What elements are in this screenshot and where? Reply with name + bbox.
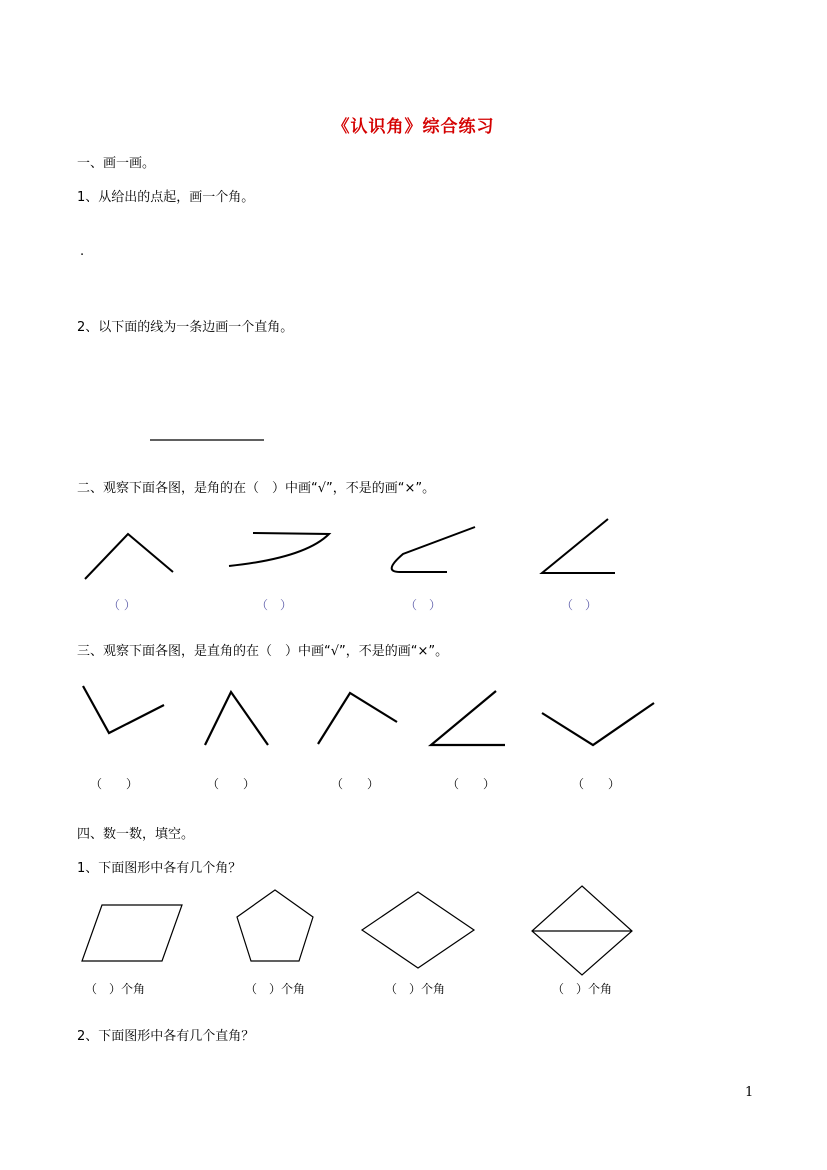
start-dot: . [80, 244, 85, 259]
s3-figure-2 [205, 692, 268, 745]
s3-figure-4 [431, 691, 505, 745]
s2-figure-curve [229, 533, 329, 566]
section1-question2: 2、以下面的线为一条边画一个直角。 [77, 320, 294, 335]
section4-answer-1[interactable]: （ ）个角 [85, 982, 146, 996]
page-title: 《认识角》综合练习 [332, 117, 495, 137]
rhombus-shape [362, 892, 474, 968]
parallelogram-shape [82, 905, 182, 961]
section1-question1: 1、从给出的点起，画一个角。 [77, 190, 255, 205]
section3-paren-4[interactable]: （ ） [447, 777, 496, 791]
page-number: 1 [745, 1085, 754, 1100]
section3-heading: 三、观察下面各图，是直角的在（ ）中画“√”，不是的画“×”。 [77, 644, 449, 659]
section3-paren-5[interactable]: （ ） [572, 777, 621, 791]
s2-figure-angle [85, 534, 173, 579]
section2-paren-4[interactable]: （ ） [561, 598, 598, 612]
section4-answer-3[interactable]: （ ）个角 [385, 982, 446, 996]
section2-paren-1[interactable]: （ ） [108, 598, 136, 612]
s3-figure-3 [318, 693, 397, 744]
section4-question2: 2、下面图形中各有几个直角？ [77, 1029, 255, 1044]
s2-figure-angle-2 [542, 519, 615, 573]
pentagon-shape [237, 890, 313, 961]
section1-heading: 一、画一画。 [77, 156, 156, 171]
section4-heading: 四、数一数，填空。 [77, 827, 195, 842]
s3-figure-1 [83, 686, 164, 733]
section4-answer-4[interactable]: （ ）个角 [552, 982, 613, 996]
s3-figure-5 [542, 703, 654, 745]
s2-figure-curved-angle [392, 527, 475, 572]
section4-answer-2[interactable]: （ ）个角 [245, 982, 306, 996]
section3-paren-1[interactable]: （ ） [90, 777, 139, 791]
section4-question1: 1、下面图形中各有几个角？ [77, 861, 242, 876]
section2-paren-3[interactable]: （ ） [405, 598, 442, 612]
section3-paren-2[interactable]: （ ） [207, 777, 256, 791]
section2-paren-2[interactable]: （ ） [256, 598, 293, 612]
section2-heading: 二、观察下面各图，是角的在（ ）中画“√”，不是的画“×”。 [77, 481, 436, 496]
section3-paren-3[interactable]: （ ） [331, 777, 380, 791]
